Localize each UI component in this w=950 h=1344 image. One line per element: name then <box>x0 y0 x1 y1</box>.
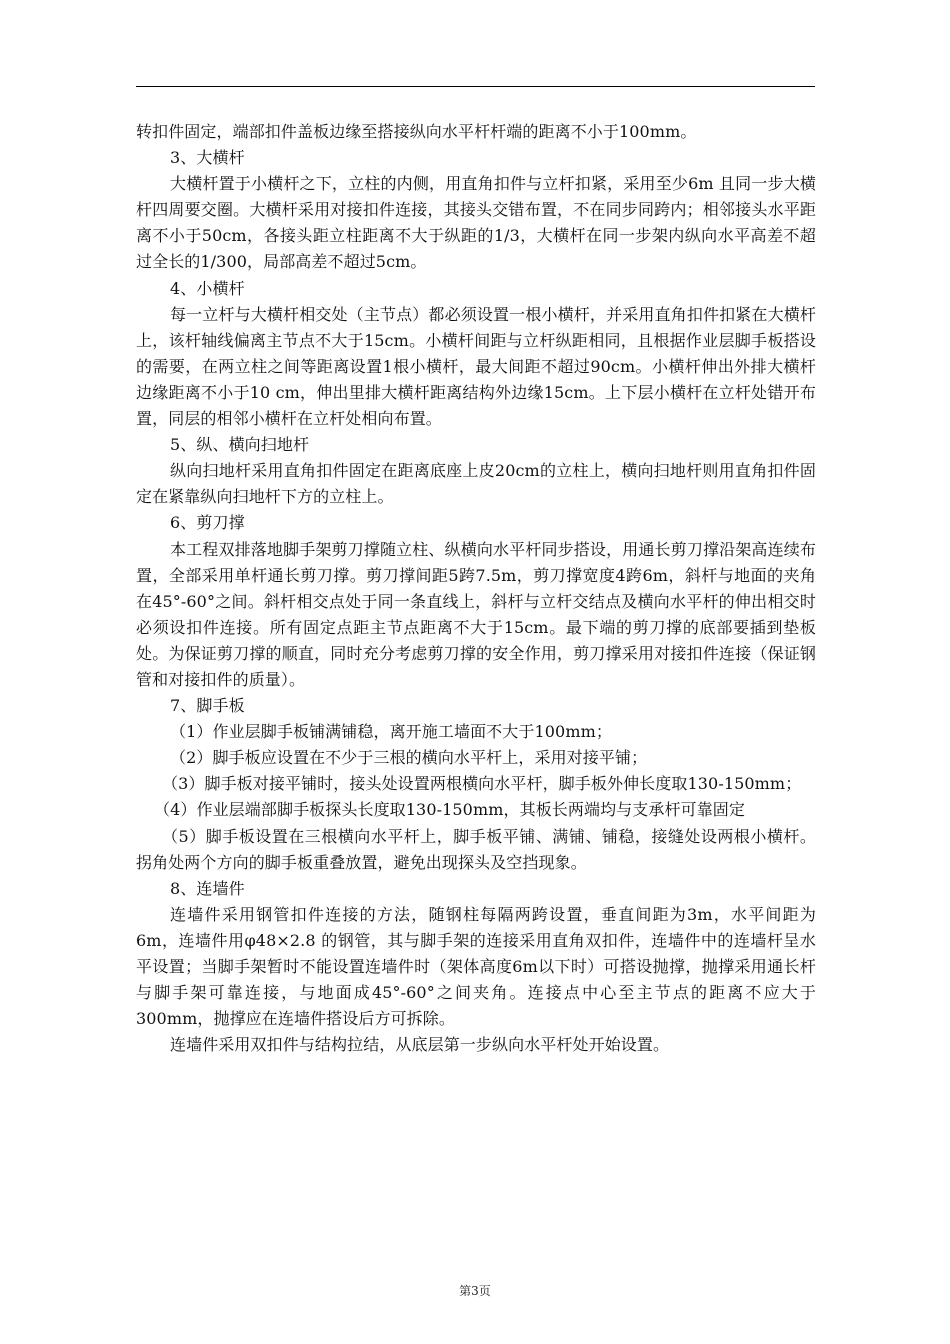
document-body <box>136 119 816 1058</box>
section-heading: 8、连墙件 <box>170 878 245 898</box>
paragraph: 纵向扫地杆采用直角扣件固定在距离底座上皮20cm的立柱上，横向扫地杆则用直角扣件固定在紧靠纵向扫地杆下方的立柱上。 <box>136 461 816 507</box>
list-item: （4）作业层端部脚手板探头长度取130-150mm，其板长两端均与支承杆可靠固定 <box>154 800 746 820</box>
list-item: （1）作业层脚手板铺满铺稳，离开施工墙面不大于100mm； <box>170 722 612 742</box>
paragraph: 大横杆置于小横杆之下，立柱的内侧，用直角扣件与立杆扣紧，采用至少6m 且同一步大横杆四周要交圈。大横杆采用对接扣件连接，其接头交错布置，不在同步同跨内；相邻接头水平距离不小于50cm，各接头距立柱距离不大于纵距的1/3，大横杆在同一步架内纵向水平高差不超过全长的1/300，局部高差不超过5cm。 <box>136 174 816 272</box>
paragraph: 转扣件固定，端部扣件盖板边缘至搭接纵向水平杆杆端的距离不小于100mm。 <box>136 122 697 141</box>
paragraph: 每一立杆与大横杆相交处（主节点）都必须设置一根小横杆，并采用直角扣件扣紧在大横杆上，该杆轴线偏离主节点不大于15cm。小横杆间距与立杆纵距相同，且根据作业层脚手板搭设的需要，在两立柱之间等距离设置1根小横杆，最大间距不超过90cm。小横杆伸出外排大横杆边缘距离不小于10 cm，伸出里排大横杆距离结构外边缘15cm。上下层小横杆在立杆处错开布置，同层的相邻小横杆在立杆处相向布置。 <box>136 304 816 429</box>
list-item: （5）脚手板设置在三根横向水平杆上，脚手板平铺、满铺、铺稳，接缝处设两根小横杆。拐角处两个方向的脚手板重叠放置，避免出现探头及空挡现象。 <box>136 826 816 872</box>
paragraph: 连墙件采用双扣件与结构拉结，从底层第一步纵向水平杆处开始设置。 <box>170 1035 670 1055</box>
section-heading: 6、剪刀撑 <box>170 513 245 533</box>
paragraph: 连墙件采用钢管扣件连接的方法，随钢柱每隔两跨设置，垂直间距为3m，水平间距为6m，连墙件用φ48×2.8 的钢管，其与脚手架的连接采用直角双扣件，连墙件中的连墙杆呈水平设置；当脚手架暂时不能设置连墙件时（架体高度6m以下时）可搭设抛撑，抛撑采用通长杆与脚手架可靠连接，与地面成45°-60°之间夹角。连接点中心至主节点的距离不应大于300mm，抛撑应在连墙件搭设后方可拆除。 <box>136 904 816 1029</box>
page-number: 第3页 <box>459 1284 491 1298</box>
section-heading: 4、小横杆 <box>170 278 245 298</box>
section-heading: 5、纵、横向扫地杆 <box>170 435 310 455</box>
list-item: （2）脚手板应设置在不少于三根的横向水平杆上，采用对接平铺； <box>170 748 648 768</box>
section-heading: 3、大横杆 <box>170 148 245 168</box>
list-item: （3）脚手板对接平铺时，接头处设置两根横向水平杆，脚手板外伸长度取130-150mm； <box>162 774 802 794</box>
paragraph: 本工程双排落地脚手架剪刀撑随立柱、纵横向水平杆同步搭设，用通长剪刀撑沿架高连续布置，全部采用单杆通长剪刀撑。剪刀撑间距5跨7.5m，剪刀撑宽度4跨6m，斜杆与地面的夹角在45°-60°之间。斜杆相交点处于同一条直线上，斜杆与立杆交结点及横向水平杆的伸出相交时必须设扣件连接。所有固定点距主节点距离不大于15cm。最下端的剪刀撑的底部要插到垫板处。为保证剪刀撑的顺直，同时充分考虑剪刀撑的安全作用，剪刀撑采用对接扣件连接（保证钢管和对接扣件的质量）。 <box>136 539 816 689</box>
header-rule <box>136 86 815 87</box>
section-heading: 7、脚手板 <box>170 696 245 716</box>
